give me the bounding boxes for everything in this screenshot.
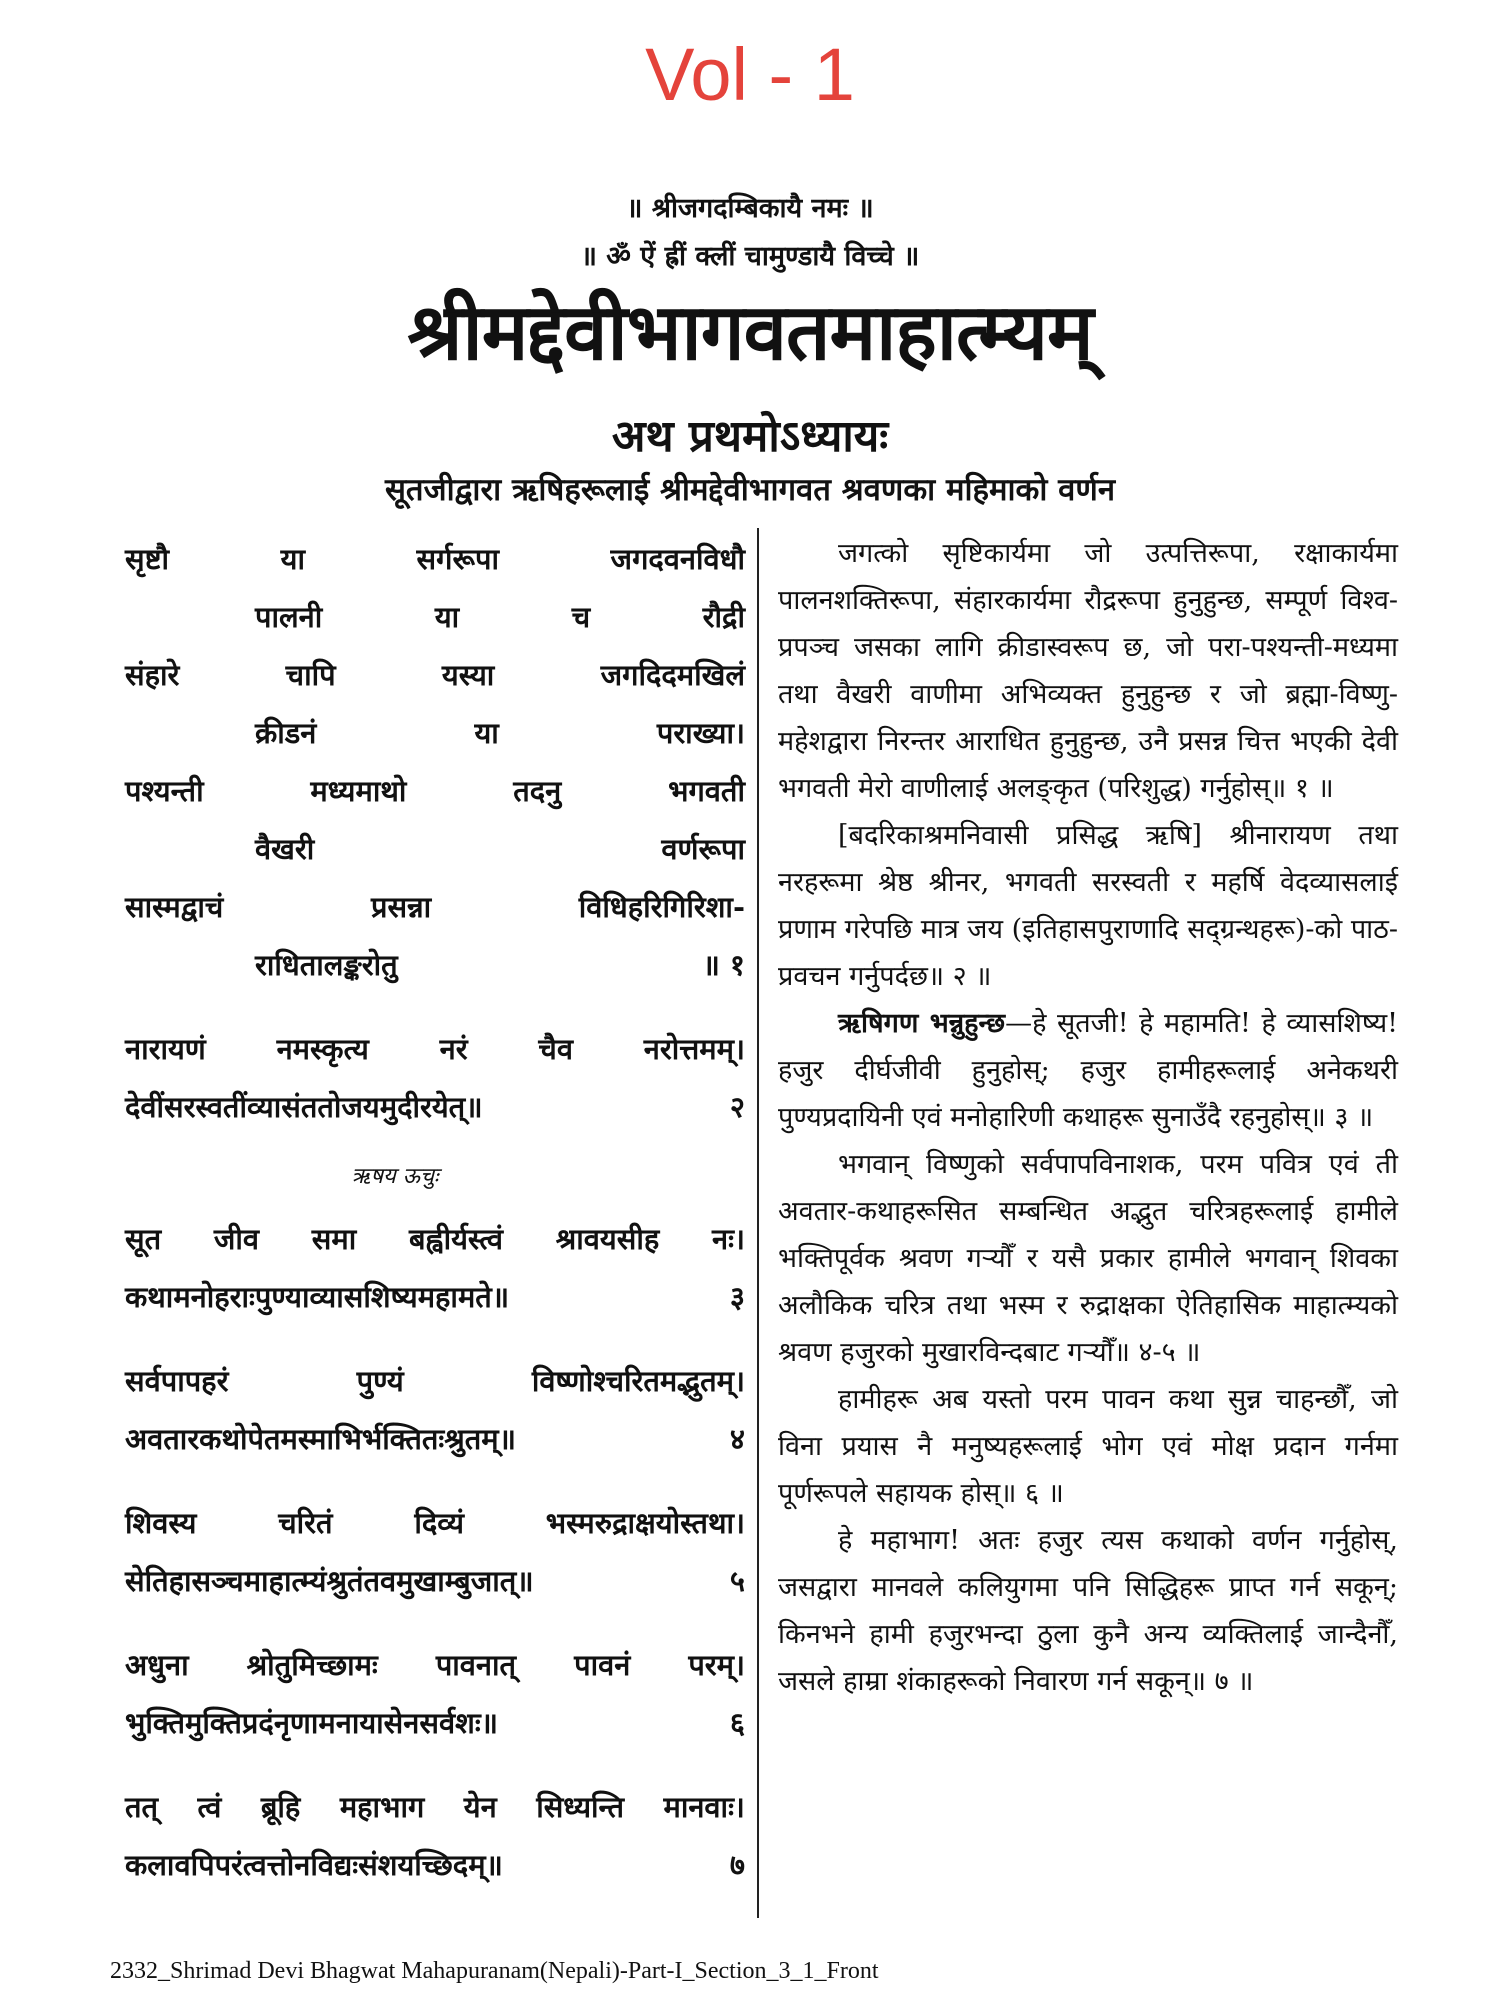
verse-word: शिवस्य [125, 1506, 197, 1540]
commentary-text: जगत्को सृष्टिकार्यमा जो उत्पत्तिरूपा, रक्षाकार्यमा पालनशक्तिरूपा, संहारकार्यमा रौद्ररूपा हुनुहुन्छ, सम्पूर्ण विश्व-प्रपञ्च जसका लागि क्रीडास्वरूप छ, जो परा-पश्यन्ती-मध्यमा तथा वैखरी वाणीमा अभिव्यक्त हुनुहुन्छ र जो ब्रह्मा-विष्णु-महेशद्वारा निरन्तर आराधित हुनुहुन्छ, उनै प्रसन्न चित्त भएकी देवी भगवती मेरो वाणीलाई अलङ्कृत (परिशुद्ध) गर्नुहोस्॥ १ ॥ [778, 538, 1398, 804]
verse-line [125, 936, 745, 994]
verse-word: पुण्यं [356, 1364, 404, 1398]
verse-block [125, 1494, 745, 1610]
verse-word: सर्वपापहरं [125, 1364, 229, 1398]
verse-block [125, 1778, 745, 1894]
verse-word: सूत [125, 1222, 162, 1256]
verse-word: पालनी [255, 600, 323, 634]
verse-word: चरितं [278, 1506, 333, 1540]
verse-word: पावनात् [435, 1648, 517, 1682]
verse-word: जगदवनविधौ [610, 542, 745, 576]
verse-word: नृणामनायासेन [273, 1706, 420, 1740]
verse-word: समा [311, 1222, 357, 1256]
verse-word: दिव्यं [414, 1506, 464, 1540]
verse-word: तव [363, 1564, 397, 1598]
verse-word: देवीं [125, 1090, 165, 1124]
verse-word: संहारे [125, 658, 180, 692]
verse-word: परं [214, 1848, 243, 1882]
chapter-heading: अथ प्रथमोऽध्यायः [611, 411, 889, 462]
verse-word: पश्यन्ती [125, 774, 204, 808]
speaker-label: ऋषय ऊचुः [351, 1164, 439, 1189]
verse-line [125, 1778, 745, 1836]
verse-line [125, 530, 745, 588]
verse-block [125, 1210, 745, 1326]
verse-word: विधिहरिगिरिशा- [578, 890, 745, 924]
verse-line [125, 1694, 745, 1752]
verse-number: ४ [729, 1422, 745, 1456]
verse-word: श्रावयसीह [555, 1222, 660, 1256]
verse-line [125, 762, 745, 820]
verse-line [125, 1636, 745, 1694]
verse-word: नरं [439, 1032, 468, 1066]
verse-word: पराख्या। [656, 716, 745, 750]
verse-word: या [280, 542, 305, 576]
verse-line [125, 1352, 745, 1410]
page-footer: 2332_Shrimad Devi Bhagwat Mahapuranam(Nepali)-Part-I_Section_3_1_Front [110, 1958, 879, 1984]
verse-word: सेतिहासञ्च [125, 1564, 244, 1598]
verse-word: रौद्री [702, 600, 745, 634]
verse-word: सृष्टौ [125, 542, 170, 576]
verse-line [125, 1210, 745, 1268]
verse-word: च [571, 600, 591, 634]
verse-line [125, 1552, 745, 1610]
verse-word: श्रुतं [326, 1564, 364, 1598]
verse-line [125, 820, 745, 878]
sanskrit-verse-column [125, 530, 745, 1920]
verse-line [125, 1268, 745, 1326]
column-divider [757, 528, 759, 1918]
verse-word: राधितालङ्करोतु [255, 948, 398, 982]
commentary-paragraph [778, 1000, 1398, 1141]
verse-word: या [434, 600, 460, 634]
verse-word: माहात्म्यं [243, 1564, 327, 1598]
verse-word: सर्गरूपा [416, 542, 499, 576]
verse-line [125, 1494, 745, 1552]
verse-word: सास्मद्वाचं [125, 890, 224, 924]
verse-number: ५ [729, 1564, 745, 1598]
verse-line [125, 878, 745, 936]
verse-word: जीव [213, 1222, 260, 1256]
verse-word: ब्रूहि [260, 1790, 301, 1824]
verse-word: तदनु [513, 774, 562, 808]
verse-word: ततो [300, 1090, 342, 1124]
verse-word: त्वत्तो [242, 1848, 295, 1882]
verse-word: मध्यमाथो [310, 774, 407, 808]
verse-word: जयमुदीरयेत्॥ [341, 1090, 483, 1124]
verse-word: विष्णोश्चरितमद्भुतम्। [531, 1364, 745, 1398]
commentary-text: —हे सूतजी! हे महामति! हे व्यासशिष्य! हजुर दीर्घजीवी हुनुहोस्; हजुर हामीहरूलाई अनेकथरी पुण्यप्रदायिनी एवं मनोहारिणी कथाहरू सुनाउँदै रहनुहोस्॥ ३ ॥ [778, 1008, 1398, 1133]
volume-label: Vol - 1 [645, 33, 855, 116]
commentary-text: भगवान् विष्णुको सर्वपापविनाशक, परम पवित्र एवं ती अवतार-कथाहरूसित सम्बन्धित अद्भुत चरित्रहरूलाई हामीले भक्तिपूर्वक श्रवण गर्‍यौँ र यसै प्रकार हामीले भगवान् शिवका अलौकिक चरित्र तथा भस्म र रुद्राक्षका ऐतिहासिक माहात्म्यको श्रवण हजुरको मुखारविन्दबाट गर्‍यौँ॥ ४-५ ॥ [778, 1149, 1398, 1368]
verse-word: कथा [125, 1280, 174, 1314]
commentary-paragraph [778, 812, 1398, 1000]
verse-line [125, 1078, 745, 1136]
verse-word: भुक्तिमुक्तिप्रदं [125, 1706, 274, 1740]
verse-word: पावनं [574, 1648, 631, 1682]
verse-word: वैखरी [255, 832, 315, 866]
verse-block [125, 1020, 745, 1136]
verse-word: महाभाग [339, 1790, 425, 1824]
verse-word: नारायणं [125, 1032, 206, 1066]
verse-word: प्रसन्ना [370, 890, 432, 924]
verse-line [125, 588, 745, 646]
verse-word: परम्। [688, 1648, 745, 1682]
nepali-commentary-column [778, 530, 1398, 1705]
verse-word: भस्मरुद्राक्षयोस्तथा। [545, 1506, 745, 1540]
verse-word: भगवती [668, 774, 745, 808]
verse-word: क्रीडनं [255, 716, 317, 750]
verse-word: त्वं [197, 1790, 222, 1824]
verse-word: सिध्यन्ति [536, 1790, 624, 1824]
verse-line [125, 704, 745, 762]
verse-word: महामते॥ [417, 1280, 510, 1314]
verse-word: अधुना [125, 1648, 189, 1682]
commentary-paragraph [778, 1376, 1398, 1517]
verse-block [125, 1636, 745, 1752]
verse-line [125, 1020, 745, 1078]
verse-word: येन [463, 1790, 497, 1824]
invocation-line-1: ॥ श्रीजगदम्बिकायै नमः ॥ [626, 193, 874, 224]
verse-word: श्रोतुमिच्छामः [246, 1648, 378, 1682]
verse-word: व्यासं [246, 1090, 301, 1124]
verse-word: नः। [712, 1222, 745, 1256]
verse-number: ३ [729, 1280, 745, 1314]
verse-block [125, 1352, 745, 1468]
verse-word: नमस्कृत्य [276, 1032, 369, 1066]
verse-word: पुण्या [254, 1280, 310, 1314]
verse-word: अवतारकथोपेतमस्माभिर्भक्तितः [125, 1422, 445, 1456]
invocation-line-2: ॥ ॐ ऐं ह्रीं क्लीं चामुण्डायै विच्चे ॥ [580, 241, 920, 272]
verse-word: बह्वीर्यस्त्वं [408, 1222, 504, 1256]
verse-word: सर्वशः॥ [419, 1706, 499, 1740]
commentary-paragraph [778, 1517, 1398, 1705]
verse-word: संशयच्छिदम्॥ [358, 1848, 503, 1882]
verse-number: ॥ १ [702, 948, 745, 982]
speaker-name: ऋषिगण भन्नुहुन्छ [838, 1008, 1006, 1039]
chapter-subtitle: सूतजीद्वारा ऋषिहरूलाई श्रीमद्देवीभागवत श्रवणका महिमाको वर्णन [384, 472, 1116, 508]
verse-word: मुखाम्बुजात्॥ [396, 1564, 534, 1598]
verse-word: चैव [538, 1032, 573, 1066]
verse-number: २ [729, 1090, 745, 1124]
verse-number: ६ [729, 1706, 745, 1740]
verse-block [125, 530, 745, 994]
verse-word: न [294, 1848, 311, 1882]
verse-word: यस्या [441, 658, 495, 692]
page-title: श्रीमद्देवीभागवतमाहात्म्यम् [407, 287, 1093, 378]
verse-line [125, 1410, 745, 1468]
verse-word: जगदिदमखिलं [600, 658, 745, 692]
commentary-text: हामीहरू अब यस्तो परम पावन कथा सुन्न चाहन्छौँ, जो विना प्रयास नै मनुष्यहरूलाई भोग एवं मोक्ष प्रदान गर्नमा पूर्णरूपले सहायक होस्॥ ६ ॥ [778, 1384, 1398, 1509]
verse-word: या [474, 716, 499, 750]
verse-word: श्रुतम्॥ [444, 1422, 517, 1456]
verse-word: मनोहराः [173, 1280, 255, 1314]
commentary-paragraph [778, 530, 1398, 812]
verse-word: नरोत्तमम्। [643, 1032, 745, 1066]
verse-word: मानवाः। [663, 1790, 745, 1824]
verse-word: व्यासशिष्य [309, 1280, 418, 1314]
verse-word: चापि [285, 658, 336, 692]
verse-number: ७ [729, 1848, 745, 1882]
verse-word: वर्णरूपा [661, 832, 745, 866]
verse-word: कलावपि [125, 1848, 215, 1882]
verse-line [125, 1836, 745, 1894]
verse-word: सरस्वतीं [164, 1090, 247, 1124]
commentary-text: [बदरिकाश्रमनिवासी प्रसिद्ध ऋषि] श्रीनारायण तथा नरहरूमा श्रेष्ठ श्रीनर, भगवती सरस्वती र महर्षि वेदव्यासलाई प्रणाम गरेपछि मात्र जय (इतिहासपुराणादि सद्ग्रन्थहरू)-को पाठ-प्रवचन गर्नुपर्दछ॥ २ ॥ [778, 820, 1398, 992]
verse-word: तत् [125, 1790, 159, 1824]
commentary-paragraph [778, 1141, 1398, 1376]
commentary-text: हे महाभाग! अतः हजुर त्यस कथाको वर्णन गर्नुहोस्, जसद्वारा मानवले कलियुगमा पनि सिद्धिहरू प्राप्त गर्न सकून्; किनभने हामी हजुरभन्दा ठुला कुनै अन्य व्यक्तिलाई जान्दैनौँ, जसले हाम्रा शंकाहरूको निवारण गर्न सकून्॥ ७ ॥ [778, 1525, 1398, 1697]
verse-line [125, 646, 745, 704]
verse-word: विद्यः [310, 1848, 359, 1882]
